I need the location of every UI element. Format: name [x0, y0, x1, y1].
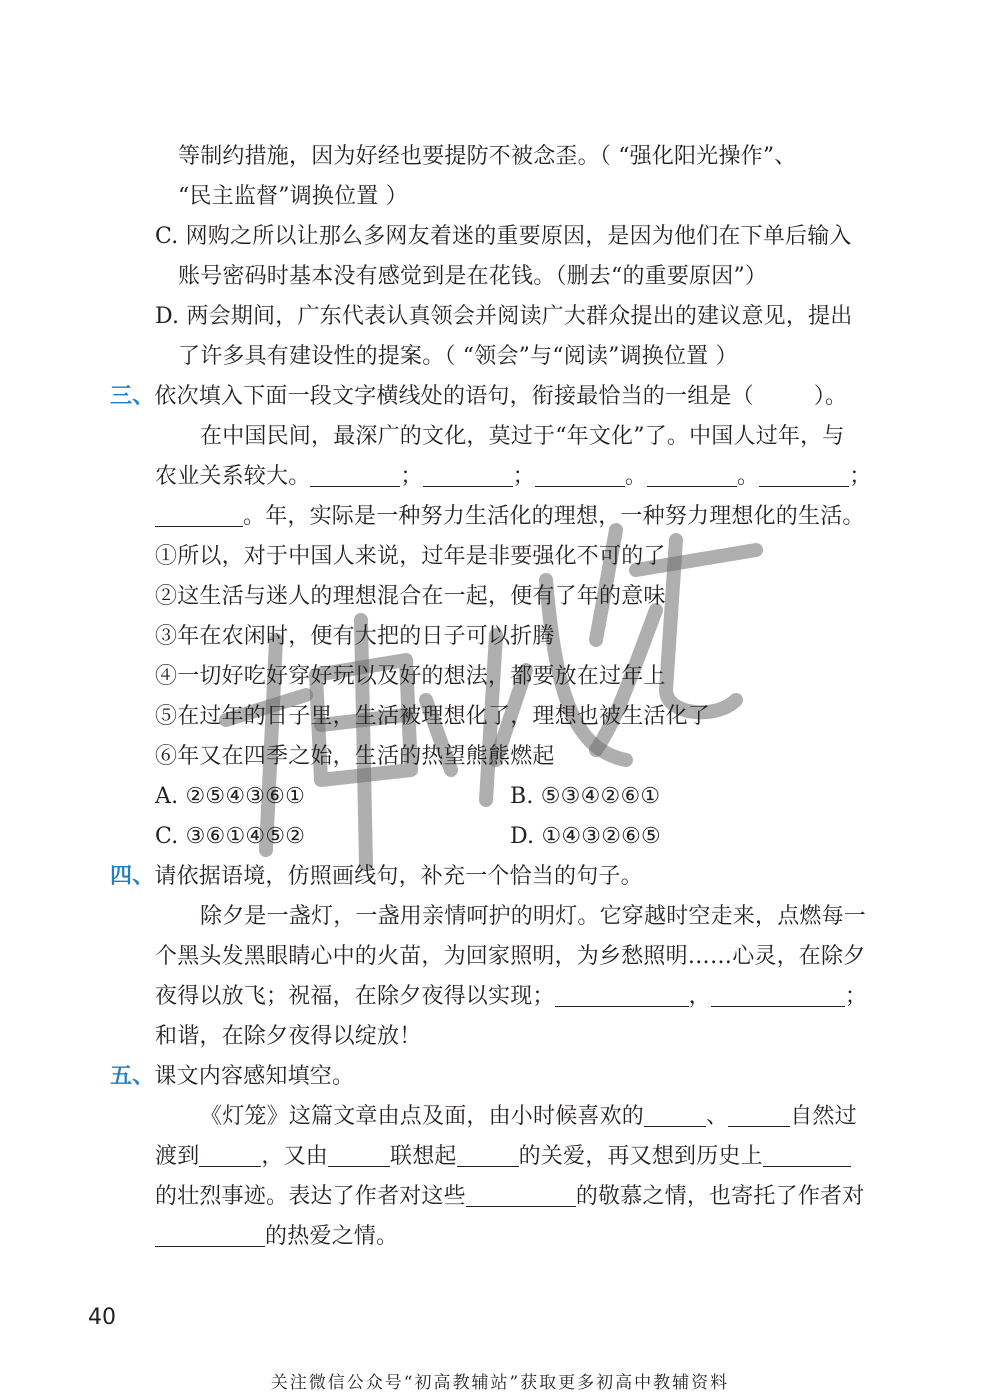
q3-option-a[interactable]: A. ②⑤④③⑥① [155, 784, 306, 809]
question-5-prompt: 五、课文内容感知填空。 [110, 1064, 355, 1089]
q5-line1: 《灯笼》这篇文章由点及面，由小时候喜欢的 、 自然过 [200, 1104, 857, 1129]
q3-item: ⑤在过年的日子里，生活被理想化了，理想也被生活化了 [155, 704, 711, 729]
option-d-line1: D. 两会期间，广东代表认真领会并阅读广大群众提出的建议意见，提出 [155, 304, 853, 329]
question-3-prompt: 三、依次填入下面一段文字横线处的语句，衔接最恰当的一组是（ ）。 [110, 384, 848, 409]
question-5-number: 五、 [110, 1064, 155, 1089]
q3-item: ⑥年又在四季之始，生活的热望熊熊燃起 [155, 744, 555, 769]
option-c-line1: C. 网购之所以让那么多网友着迷的重要原因，是因为他们在下单后输入 [155, 224, 852, 249]
q4-line2: 个黑头发黑眼睛心中的火苗，为回家照明，为乡愁照明……心灵，在除夕 [155, 944, 866, 969]
q3-paragraph-line2: 农业关系较大。 ； ； 。 。 ； [155, 464, 872, 489]
q4-line3: 夜得以放飞；祝福，在除夕夜得以实现； ， ； [155, 984, 868, 1009]
blank-3[interactable] [535, 466, 625, 487]
q5-line2: 渡到 ，又由 联想起 的关爱，再又想到历史上 [155, 1142, 851, 1172]
blank-4[interactable] [647, 466, 737, 487]
blank-q5-3[interactable] [199, 1146, 261, 1167]
blank-2[interactable] [423, 466, 513, 487]
q3-item: ④一切好吃好穿好玩以及好的想法，都要放在过年上 [155, 664, 666, 689]
q3-paragraph-line1: 在中国民间，最深广的文化，莫过于“年文化”了。中国人过年，与 [200, 424, 845, 449]
blank-q4-2[interactable] [711, 986, 845, 1007]
blank-5[interactable] [759, 466, 849, 487]
q3-paragraph-line3: 。年，实际是一种努力生活化的理想，一种努力理想化的生活。 [155, 502, 865, 532]
blank-6[interactable] [155, 506, 243, 527]
option-c-line2: 账号密码时基本没有感觉到是在花钱。（删去“的重要原因”） [178, 264, 768, 289]
q3-item: ③年在农闲时，便有大把的日子可以折腾 [155, 624, 555, 649]
question-3-number: 三、 [110, 384, 155, 409]
q3-option-c[interactable]: C. ③⑥①④⑤② [155, 824, 306, 849]
option-b-line2: “民主监督”调换位置 ） [178, 184, 408, 209]
q5-line3: 的壮烈事迹。表达了作者对这些 的敬慕之情，也寄托了作者对 [155, 1184, 865, 1209]
q3-item: ①所以，对于中国人来说，过年是非要强化不可的了 [155, 544, 666, 569]
q3-option-b[interactable]: B. ⑤③④②⑥① [510, 784, 661, 809]
q4-line1: 除夕是一盏灯，一盏用亲情呵护的明灯。它穿越时空走来，点燃每一 [200, 904, 867, 929]
q3-item: ②这生活与迷人的理想混合在一起，便有了年的意味 [155, 584, 666, 609]
blank-q5-6[interactable] [763, 1146, 851, 1167]
blank-q5-8[interactable] [155, 1226, 265, 1247]
question-4-number: 四、 [110, 864, 155, 889]
blank-q5-2[interactable] [728, 1106, 790, 1127]
q5-line4: 的热爱之情。 [155, 1222, 398, 1252]
blank-q5-1[interactable] [644, 1106, 706, 1127]
blank-q5-5[interactable] [457, 1146, 519, 1167]
blank-q4-1[interactable] [555, 986, 689, 1007]
page-number: 40 [88, 1305, 116, 1330]
blank-q5-7[interactable] [466, 1186, 576, 1207]
question-4-prompt: 四、请依据语境，仿照画线句，补充一个恰当的句子。 [110, 864, 643, 889]
blank-q5-4[interactable] [328, 1146, 390, 1167]
blank-1[interactable] [310, 466, 400, 487]
option-d-line2: 了许多具有建设性的提案。（ “领会”与“阅读”调换位置 ） [178, 344, 738, 369]
q3-option-d[interactable]: D. ①④③②⑥⑤ [510, 824, 661, 849]
q4-line4: 和谐，在除夕夜得以绽放！ [155, 1024, 422, 1049]
footer-notice: 关注微信公众号“初高教辅站”获取更多初高中教辅资料 [270, 1373, 730, 1393]
option-b-line1: 等制约措施，因为好经也要提防不被念歪。（ “强化阳光操作”、 [178, 144, 797, 169]
